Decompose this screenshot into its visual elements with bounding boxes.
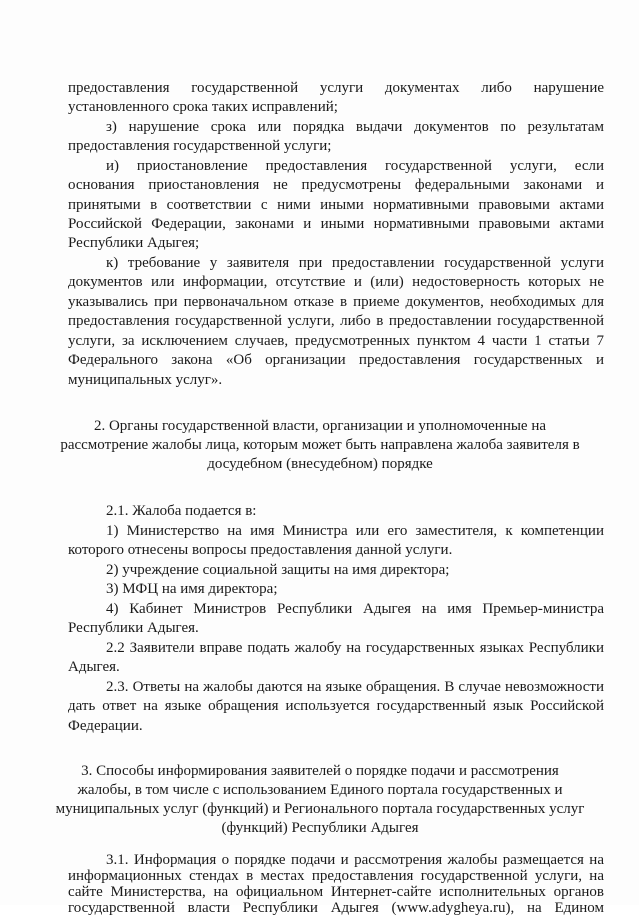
paragraph-line: которого отнесены вопросы предоставления данной услуги.: [68, 542, 453, 558]
section-heading-3: муниципальных услуг (функций) и Регионального портала государственных услуг: [55, 801, 585, 817]
paragraph-line: предоставления государственной услуги;: [68, 138, 332, 154]
paragraph-line: сайте Министерства, на официальном Интернет-сайте исполнительных органов: [68, 884, 604, 900]
section-heading-3: (функций) Республики Адыгея: [221, 820, 419, 836]
paragraph-line: Республики Адыгея;: [68, 235, 200, 251]
section-heading-3: жалобы, в том числе с использованием Единого портала государственных и: [77, 782, 563, 798]
list-item-3: 3) МФЦ на имя директора;: [106, 581, 278, 597]
list-item-1: 1) Министерство на имя Министра или его заместителя, к компетенции: [106, 523, 604, 539]
clause-2-1: 2.1. Жалоба подается в:: [106, 503, 257, 519]
section-heading-2: рассмотрение жалобы лица, которым может быть направлена жалоба заявителя в: [60, 437, 580, 453]
paragraph-line: услуги, за исключением случаев, предусмотренных пунктом 4 части 1 статьи 7: [68, 333, 604, 349]
paragraph-line: информационных стендах в местах предоставления государственной услуги, на: [68, 868, 604, 884]
list-item-2: 2) учреждение социальной защиты на имя директора;: [106, 562, 450, 578]
paragraph-line: предоставления государственной услуги, либо в предоставлении государственной: [68, 313, 604, 329]
paragraph-line: Федерального закона «Об организации предоставления государственных и: [68, 352, 604, 368]
paragraph-line: указывались при первоначальном отказе в приеме документов, необходимых для: [68, 294, 604, 310]
paragraph-line: предоставления государственной услуги документах либо нарушение: [68, 80, 604, 96]
paragraph-line: Российской Федерации, законами и иными нормативными правовыми актами: [68, 216, 604, 232]
list-item-z: з) нарушение срока или порядка выдачи документов по результатам: [106, 119, 604, 135]
section-heading-2: 2. Органы государственной власти, организации и уполномоченные на: [93, 418, 547, 434]
list-item-4: 4) Кабинет Министров Республики Адыгея на имя Премьер-министра: [106, 601, 604, 617]
paragraph-line: государственной власти Республики Адыгея (www.adygheya.ru), на Едином: [68, 900, 604, 916]
section-heading-3: 3. Способы информирования заявителей о порядке подачи и рассмотрения: [81, 763, 559, 779]
paragraph-line: Федерации.: [68, 718, 143, 734]
paragraph-line: Адыгея.: [68, 659, 120, 675]
clause-2-2: 2.2 Заявители вправе подать жалобу на государственных языках Республики: [106, 640, 604, 656]
clause-2-3: 2.3. Ответы на жалобы даются на языке обращения. В случае невозможности: [106, 679, 604, 695]
paragraph-line: документов или информации, отсутствие и (или) недостоверность которых не: [68, 274, 604, 290]
paragraph-line: установленного срока таких исправлений;: [68, 99, 338, 115]
section-heading-2: досудебном (внесудебном) порядке: [207, 456, 433, 472]
list-item-k: к) требование у заявителя при предоставлении государственной услуги: [106, 255, 604, 271]
paragraph-line: муниципальных услуг».: [68, 372, 223, 388]
paragraph-line: дать ответ на языке обращения используется государственный язык Российской: [68, 698, 604, 714]
paragraph-line: Республики Адыгея.: [68, 620, 199, 636]
paragraph-line: принятыми в соответствии с ними иными нормативными правовыми актами: [68, 197, 604, 213]
list-item-i: и) приостановление предоставления государственной услуги, если: [106, 158, 604, 174]
clause-3-1: 3.1. Информация о порядке подачи и рассмотрения жалобы размещается на: [106, 852, 604, 868]
paragraph-line: основания приостановления не предусмотрены федеральными законами и: [68, 177, 604, 193]
